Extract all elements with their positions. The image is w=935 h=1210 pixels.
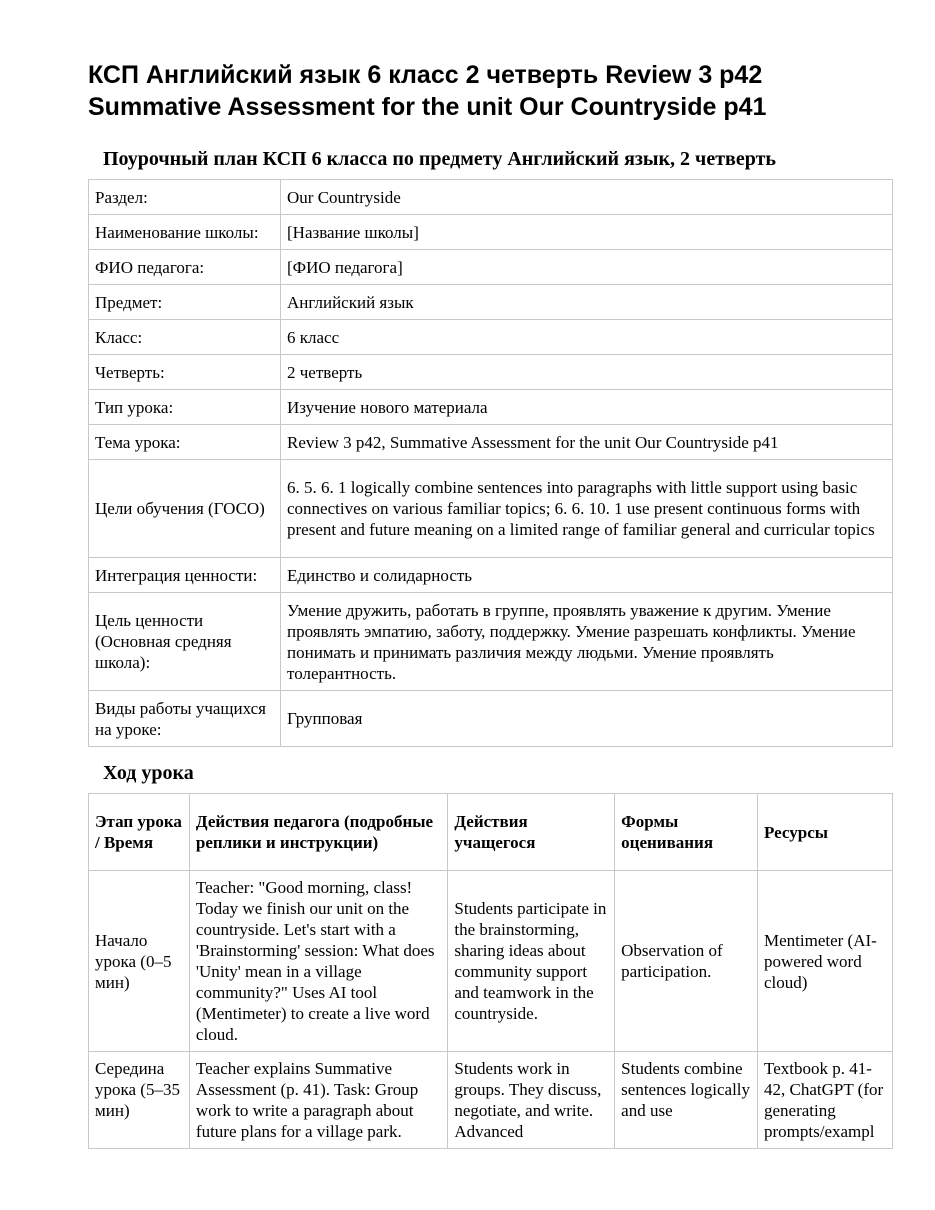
info-label: ФИО педагога:	[89, 250, 281, 285]
info-label: Предмет:	[89, 285, 281, 320]
row-resources	[758, 1052, 893, 1149]
info-row	[89, 285, 893, 320]
header-resources: Ресурсы	[758, 794, 893, 871]
header-stage: Этап урока / Время	[89, 794, 190, 871]
info-value: Review 3 p42, Summative Assessment for the unit Our Countryside p41	[281, 425, 893, 460]
row-teacher-text: Teacher explains Summative Assessment (p. 41). Task: Group work to write a paragraph about future plans for a village park.	[195, 1059, 419, 1141]
info-value: Групповая	[281, 691, 893, 747]
row-stage	[89, 1052, 190, 1149]
row-teacher-actions: Teacher: "Good morning, class! Today we finish our unit on the countryside. Let's start with a 'Brainstorming' session: What does 'Unity' mean in a village community?" Uses AI tool (Mentimeter) to create a live word cloud.	[189, 871, 447, 1052]
info-label: Наименование школы:	[89, 215, 281, 250]
lesson-table-header-row	[89, 794, 893, 871]
document-title-line2: Summative Assessment for the unit Our Countryside p41	[88, 93, 767, 121]
table-row	[89, 1052, 893, 1149]
info-label: Раздел:	[89, 180, 281, 215]
info-label: Цель ценности (Основная средняя школа):	[89, 593, 281, 691]
row-student-text: Students work in groups. They discuss, negotiate, and write. Advanced	[454, 1059, 602, 1141]
info-row	[89, 460, 893, 558]
info-value: 2 четверть	[281, 355, 893, 390]
info-value: 6. 5. 6. 1 logically combine sentences into paragraphs with little support using basic connectives on various familiar topics; 6. 6. 10. 1 use present continuous forms with present and future meaning on a limited range of familiar general and curricular topics	[281, 460, 893, 558]
info-row	[89, 691, 893, 747]
row-resources-text: Textbook p. 41-42, ChatGPT (for generating prompts/exampl	[764, 1059, 884, 1141]
info-value: Английский язык	[281, 285, 893, 320]
document-title-line1: КСП Английский язык 6 класс 2 четверть Review 3 p42	[88, 61, 763, 89]
info-value: [ФИО педагога]	[281, 250, 893, 285]
row-resources: Mentimeter (AI-powered word cloud)	[758, 871, 893, 1052]
info-row	[89, 425, 893, 460]
document-title	[88, 59, 893, 123]
info-label: Цели обучения (ГОСО)	[89, 460, 281, 558]
info-label: Тип урока:	[89, 390, 281, 425]
info-value: Умение дружить, работать в группе, проявлять уважение к другим. Умение проявлять эмпатию, заботу, поддержку. Умение разрешать конфликты. Умение понимать и принимать различия между людьми. Умение проявлять толерантность.	[281, 593, 893, 691]
info-value: Изучение нового материала	[281, 390, 893, 425]
row-stage: Начало урока (0–5 мин)	[89, 871, 190, 1052]
row-teacher-actions	[189, 1052, 447, 1149]
info-row	[89, 250, 893, 285]
info-label: Класс:	[89, 320, 281, 355]
row-stage-text: Середина урока (5–35 мин)	[95, 1059, 180, 1120]
lesson-info-table	[88, 179, 893, 747]
header-student-actions: Действия учащегося	[448, 794, 615, 871]
table-row	[89, 871, 893, 1052]
plan-heading: Поурочный план КСП 6 класса по предмету Английский язык, 2 четверть	[103, 148, 776, 170]
info-row	[89, 593, 893, 691]
info-row	[89, 355, 893, 390]
info-value: Our Countryside	[281, 180, 893, 215]
row-student-actions	[448, 1052, 615, 1149]
info-label: Тема урока:	[89, 425, 281, 460]
info-row	[89, 320, 893, 355]
info-label: Интеграция ценности:	[89, 558, 281, 593]
row-assessment	[615, 1052, 758, 1149]
row-student-actions: Students participate in the brainstorming, sharing ideas about community support and teamwork in the countryside.	[448, 871, 615, 1052]
lesson-flow-table	[88, 793, 893, 1149]
info-value: Единство и солидарность	[281, 558, 893, 593]
row-assessment-text: Students combine sentences logically and use	[621, 1059, 751, 1120]
info-value: [Название школы]	[281, 215, 893, 250]
info-label: Четверть:	[89, 355, 281, 390]
info-row	[89, 180, 893, 215]
header-assessment: Формы оценивания	[615, 794, 758, 871]
row-assessment: Observation of participation.	[615, 871, 758, 1052]
info-row	[89, 215, 893, 250]
lesson-flow-heading: Ход урока	[103, 762, 194, 784]
info-label: Виды работы учащихся на уроке:	[89, 691, 281, 747]
header-teacher-actions: Действия педагога (подробные реплики и инструкции)	[189, 794, 447, 871]
info-value: 6 класс	[281, 320, 893, 355]
info-row	[89, 558, 893, 593]
info-row	[89, 390, 893, 425]
